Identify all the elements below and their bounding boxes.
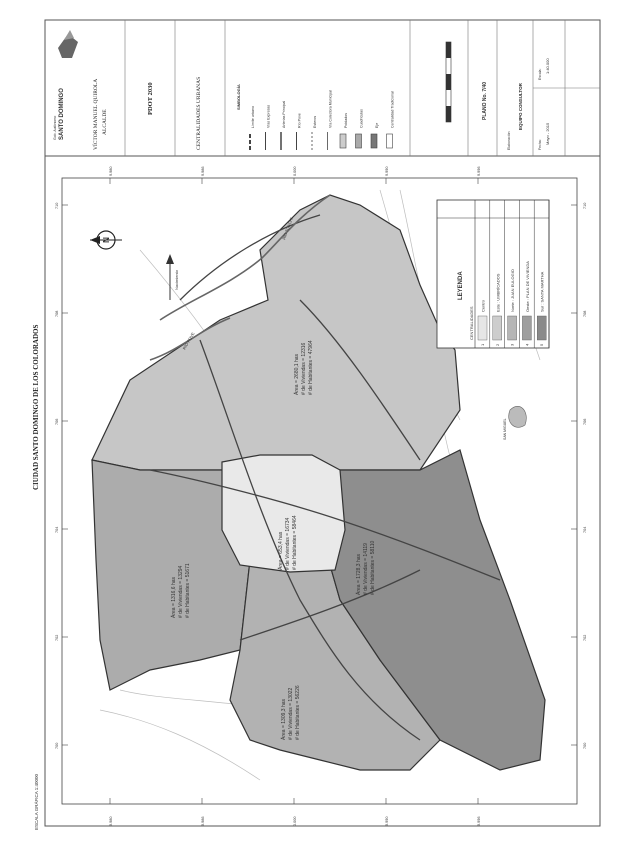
grid-label-bottom: 9.980 <box>109 816 113 826</box>
zone-viviendas-label: # de Viviendas = 13294 <box>178 565 184 618</box>
zone-habitantes-label: # de Habitantes = 56226 <box>295 685 301 740</box>
legend-subtitle: CENTRALIDADES <box>469 306 474 340</box>
zone-area-label: Área = 1316,6 has <box>171 576 177 618</box>
escala-value: 1:40.000 <box>545 58 550 74</box>
grid-label-bottom: 0.000 <box>293 816 297 826</box>
simbologia-item: Poblados <box>344 113 348 128</box>
grid-label-left: 708 <box>55 310 59 317</box>
equipo-consultor: EQUIPO CONSULTOR <box>518 83 523 130</box>
zone-area-label: Área = 2680,1 has <box>294 353 300 395</box>
title-block <box>45 20 600 156</box>
escala-label: Escala: <box>538 68 542 80</box>
legend-row-label: Oeste : PLAN DE VIVIENDA <box>524 261 530 312</box>
simbologia-item: Esteros <box>313 115 317 128</box>
grid-label-bottom: 9.990 <box>385 816 389 826</box>
scale-note: ESCALA GRÁFICA 1:40000 <box>34 773 39 830</box>
grid-label-top: 0.000 <box>293 166 297 176</box>
town-label: SAN MIGUEL <box>503 418 507 440</box>
plan-name: PDOT 2030 <box>147 82 154 115</box>
zone-viviendas-label: # de Viviendas = 13022 <box>288 687 294 740</box>
grid-label-left: 704 <box>55 526 59 533</box>
grid-label-right: 700 <box>583 742 587 749</box>
legend-row-swatch <box>537 316 546 340</box>
grid-label-right: 710 <box>583 202 587 209</box>
grid-label-left: 706 <box>55 418 59 425</box>
grid-label-right: 708 <box>583 310 587 317</box>
simbologia-item: Arterias Principal <box>282 100 286 128</box>
simbologia-swatch <box>387 134 393 148</box>
grid-label-right: 702 <box>583 634 587 641</box>
zone-habitantes-label: # de Habitantes = 58464 <box>292 515 298 570</box>
legend-row-swatch <box>478 316 487 340</box>
river-toachi-label: RÍO TOACHI <box>281 216 294 241</box>
grid-label-right: 706 <box>583 418 587 425</box>
legend-row-number: 2 <box>494 343 500 346</box>
page-title: CIUDAD SANTO DOMINGO DE LOS COLORADOS <box>32 324 40 490</box>
zone-habitantes-label: # de Habitantes = 58110 <box>370 540 376 595</box>
grid-label-left: 700 <box>55 742 59 749</box>
legend-row-swatch <box>493 316 502 340</box>
grid-label-top: 9.980 <box>109 166 113 176</box>
zone-viviendas-label: # de Viviendas = 12316 <box>301 342 307 395</box>
grid-label-bottom: 9.986 <box>201 816 205 826</box>
grid-label-left: 702 <box>55 634 59 641</box>
zone-area-label: Área = 653,4 has <box>278 531 284 570</box>
mayor-role: ALCALDE <box>102 109 108 135</box>
legend-row-label: Centro <box>480 299 486 312</box>
legend-row-number: 5 <box>539 343 545 346</box>
legend-row-label: Sur : SANTA MARTHA <box>539 271 545 312</box>
grid-label-top: 9.996 <box>477 166 481 176</box>
grid-label-top: 9.990 <box>385 166 389 176</box>
grid-label-top: 9.986 <box>201 166 205 176</box>
zone-habitantes-label: # de Habitantes = 47964 <box>308 340 314 395</box>
zone-area-label: Área = 1728,3 has <box>356 553 362 595</box>
legend-row-label: Este : UMBRÍCADOS <box>495 273 501 312</box>
legend-row-number: 4 <box>524 343 530 346</box>
zone-habitantes-label: # de Habitantes = 51671 <box>185 563 191 618</box>
simbologia-item: Eje <box>375 122 379 128</box>
zone-viviendas-label: # de Viviendas = 16734 <box>285 517 291 570</box>
simbologia-item: Centralidad Tradicional <box>390 91 395 128</box>
legend-row-number: 3 <box>509 343 515 346</box>
simbologia-swatch <box>371 134 377 148</box>
fecha-value: Mayo - 2015 <box>545 122 550 145</box>
simbologia-swatch <box>356 134 362 148</box>
town-san-miguel <box>509 406 527 427</box>
simbologia-item: Vía Colectora Municipal <box>328 90 333 128</box>
simbologia-swatch <box>340 134 346 148</box>
legend-title: LEYENDA <box>458 271 464 300</box>
map-theme: CENTRALIDADES URBANAS <box>196 76 202 150</box>
grid-label-bottom: 9.996 <box>477 816 481 826</box>
legend-row-number: 1 <box>480 343 485 346</box>
plano-number: PLANO No. 7/40 <box>482 81 488 120</box>
river-pove-label: RÍO POVE <box>181 331 196 351</box>
grid-label-right: 704 <box>583 526 587 533</box>
scale-bar <box>446 42 451 122</box>
municipality-name: SANTO DOMINGO <box>59 88 65 140</box>
legend-row-swatch <box>508 316 517 340</box>
simbologia-item: Cuadriculas <box>359 109 364 128</box>
legend-row-swatch <box>522 316 531 340</box>
nacimiento-label: Nacimiento <box>174 269 179 290</box>
simbologia-item: Límite urbano <box>251 106 255 128</box>
legend <box>437 200 549 348</box>
simbologia-item: Río Pove <box>297 113 302 128</box>
zone-viviendas-label: # de Viviendas = 14119 <box>363 543 369 595</box>
municipality-sub: Gob. Autónomo <box>53 115 57 140</box>
legend-row-label: Norte : JUAN EULOGIO <box>510 269 516 312</box>
zone-area-label: Área = 1309,3 has <box>281 698 287 740</box>
elaboracion-label: Elaboración <box>507 131 511 150</box>
simbologia-item: Vías Expresas <box>266 104 271 128</box>
north-symbol: N <box>102 237 111 243</box>
fecha-label: Fecha: <box>538 139 542 150</box>
simbologia-title: SIMBOLOGÍA <box>236 84 241 110</box>
mayor-name: VÍCTOR MANUEL QUIROLA <box>93 78 99 150</box>
grid-label-left: 710 <box>55 202 59 209</box>
